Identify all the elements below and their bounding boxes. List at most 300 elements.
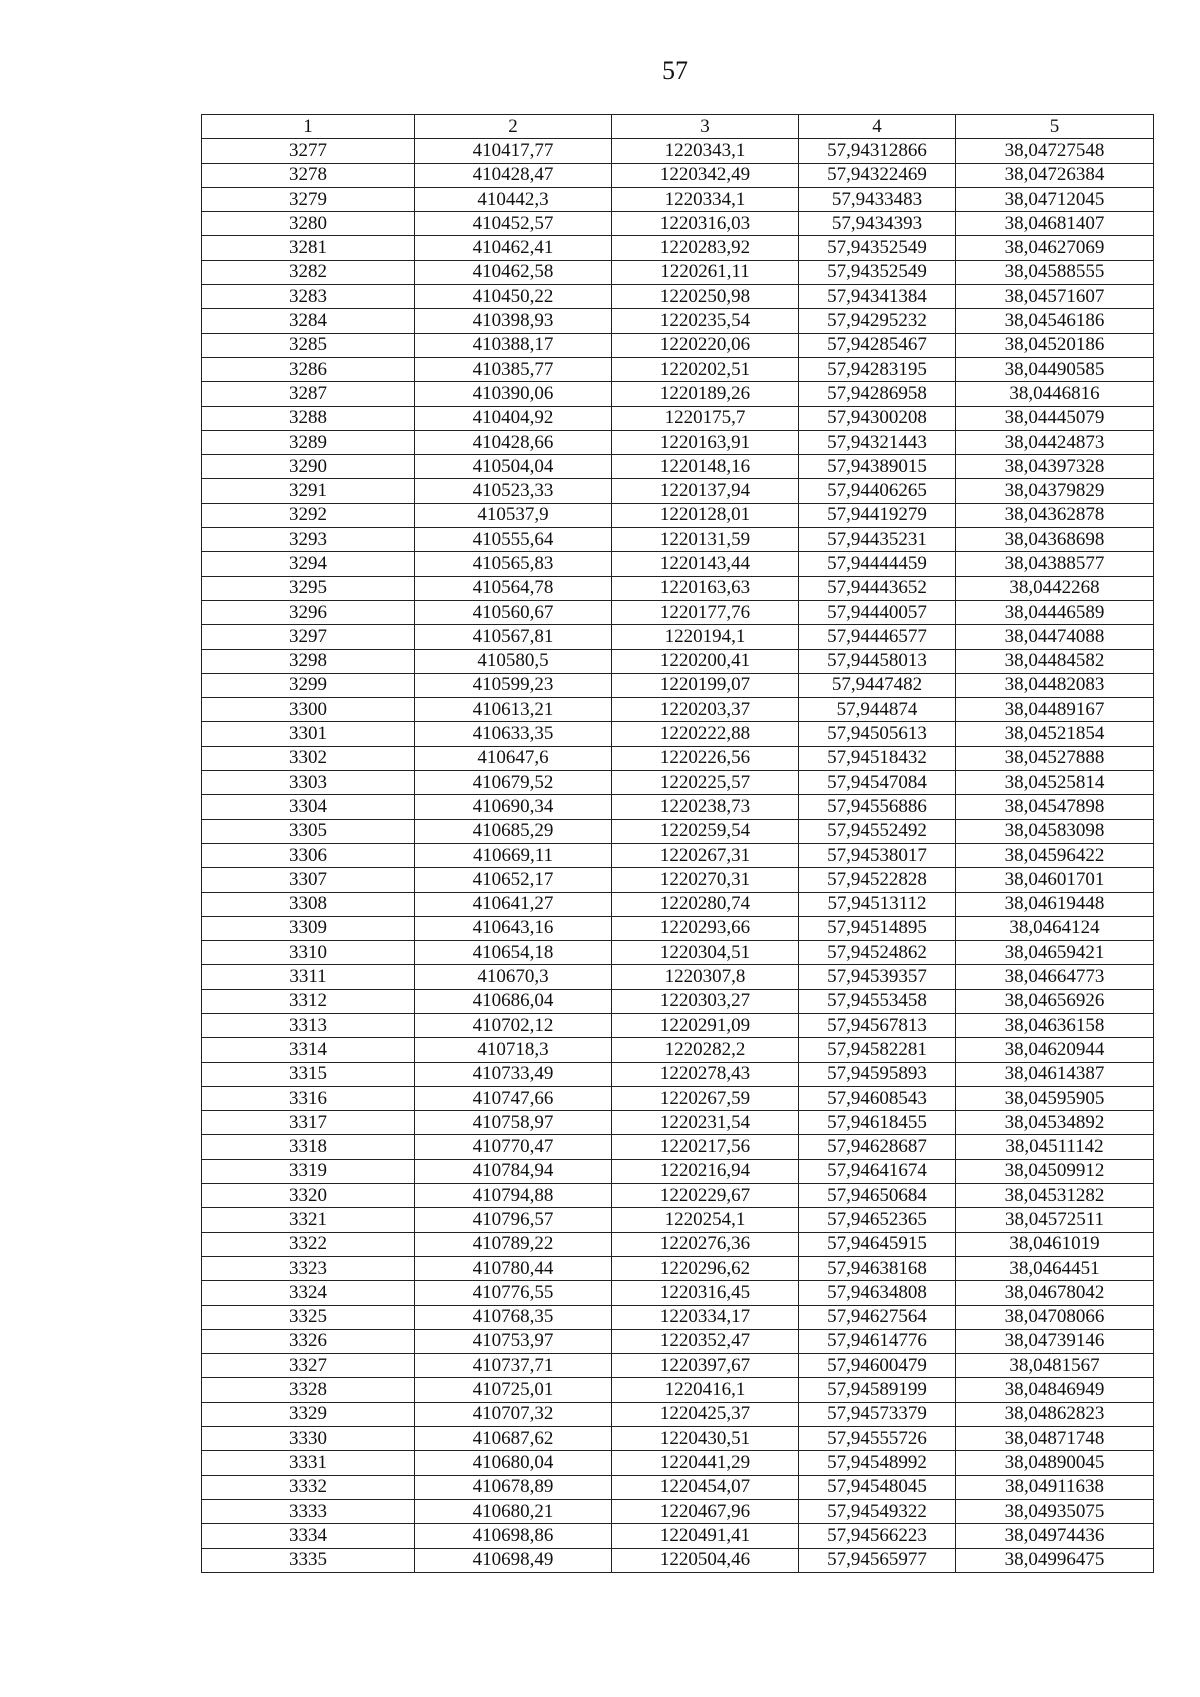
- table-cell: 38,04583098: [956, 819, 1154, 843]
- table-cell: 410428,66: [415, 430, 612, 454]
- table-cell: 38,04620944: [956, 1038, 1154, 1062]
- table-cell: 1220334,1: [612, 187, 799, 211]
- table-cell: 410758,97: [415, 1111, 612, 1135]
- table-cell: 3299: [202, 673, 415, 697]
- table-cell: 410725,01: [415, 1378, 612, 1402]
- table-cell: 38,04445079: [956, 406, 1154, 430]
- table-cell: 3279: [202, 187, 415, 211]
- table-cell: 38,04890045: [956, 1451, 1154, 1475]
- table-cell: 3304: [202, 795, 415, 819]
- table-row: [202, 187, 1154, 211]
- table-row: [202, 163, 1154, 187]
- table-cell: 57,94352549: [799, 236, 956, 260]
- table-cell: 57,94552492: [799, 819, 956, 843]
- column-header: 3: [612, 115, 799, 139]
- table-cell: 1220148,16: [612, 455, 799, 479]
- table-cell: 410680,04: [415, 1451, 612, 1475]
- table-cell: 410702,12: [415, 1013, 612, 1037]
- table-cell: 1220216,94: [612, 1159, 799, 1183]
- table-cell: 3298: [202, 649, 415, 673]
- table-cell: 3288: [202, 406, 415, 430]
- table-row: [202, 1548, 1154, 1572]
- table-cell: 3309: [202, 916, 415, 940]
- table-cell: 3317: [202, 1111, 415, 1135]
- table-cell: 38,04379829: [956, 479, 1154, 503]
- table-cell: 410685,29: [415, 819, 612, 843]
- table-cell: 1220163,91: [612, 430, 799, 454]
- table-cell: 3280: [202, 212, 415, 236]
- table-cell: 410385,77: [415, 357, 612, 381]
- table-cell: 410669,11: [415, 843, 612, 867]
- table-cell: 38,04996475: [956, 1548, 1154, 1572]
- table-cell: 38,0446816: [956, 382, 1154, 406]
- table-cell: 38,04627069: [956, 236, 1154, 260]
- table-cell: 57,94406265: [799, 479, 956, 503]
- table-cell: 57,94300208: [799, 406, 956, 430]
- table-row: [202, 382, 1154, 406]
- table-cell: 1220267,59: [612, 1086, 799, 1110]
- table-cell: 57,94458013: [799, 649, 956, 673]
- table-cell: 410678,89: [415, 1475, 612, 1499]
- table-cell: 38,04619448: [956, 892, 1154, 916]
- table-cell: 1220194,1: [612, 625, 799, 649]
- table-cell: 57,94446577: [799, 625, 956, 649]
- table-cell: 57,94555726: [799, 1427, 956, 1451]
- table-cell: 3295: [202, 576, 415, 600]
- table-cell: 410567,81: [415, 625, 612, 649]
- table-cell: 38,04511142: [956, 1135, 1154, 1159]
- table-cell: 1220235,54: [612, 309, 799, 333]
- table-cell: 410388,17: [415, 333, 612, 357]
- table-cell: 3334: [202, 1524, 415, 1548]
- table-cell: 410670,3: [415, 965, 612, 989]
- table-cell: 57,94638168: [799, 1256, 956, 1280]
- table-cell: 1220203,37: [612, 698, 799, 722]
- table-cell: 1220454,07: [612, 1475, 799, 1499]
- table-cell: 410523,33: [415, 479, 612, 503]
- table-cell: 3297: [202, 625, 415, 649]
- table-cell: 38,04726384: [956, 163, 1154, 187]
- table-cell: 1220250,98: [612, 285, 799, 309]
- table-cell: 38,04656926: [956, 989, 1154, 1013]
- table-cell: 1220342,49: [612, 163, 799, 187]
- table-cell: 38,04614387: [956, 1062, 1154, 1086]
- table-cell: 57,94548045: [799, 1475, 956, 1499]
- table-row: [202, 357, 1154, 381]
- table-cell: 1220282,2: [612, 1038, 799, 1062]
- table-cell: 3296: [202, 600, 415, 624]
- table-row: [202, 1038, 1154, 1062]
- table-cell: 38,04424873: [956, 430, 1154, 454]
- table-cell: 410770,47: [415, 1135, 612, 1159]
- table-cell: 57,94419279: [799, 503, 956, 527]
- table-cell: 38,04727548: [956, 139, 1154, 163]
- table-cell: 3284: [202, 309, 415, 333]
- table-cell: 410641,27: [415, 892, 612, 916]
- table-cell: 57,94514895: [799, 916, 956, 940]
- table-cell: 57,94652365: [799, 1208, 956, 1232]
- table-row: [202, 892, 1154, 916]
- table-row: [202, 1111, 1154, 1135]
- table-cell: 3287: [202, 382, 415, 406]
- table-cell: 57,94650684: [799, 1184, 956, 1208]
- table-cell: 410633,35: [415, 722, 612, 746]
- table-row: [202, 771, 1154, 795]
- table-cell: 57,94645915: [799, 1232, 956, 1256]
- table-row: [202, 1402, 1154, 1426]
- table-cell: 38,04484582: [956, 649, 1154, 673]
- table-row: [202, 698, 1154, 722]
- table-row: [202, 941, 1154, 965]
- table-cell: 1220307,8: [612, 965, 799, 989]
- table-row: [202, 1159, 1154, 1183]
- table-cell: 57,94341384: [799, 285, 956, 309]
- table-cell: 1220293,66: [612, 916, 799, 940]
- table-row: [202, 139, 1154, 163]
- table-cell: 410404,92: [415, 406, 612, 430]
- table-cell: 38,0464124: [956, 916, 1154, 940]
- table-cell: 57,94573379: [799, 1402, 956, 1426]
- table-cell: 1220267,31: [612, 843, 799, 867]
- table-cell: 38,04739146: [956, 1329, 1154, 1353]
- table-row: [202, 965, 1154, 989]
- table-row: [202, 1378, 1154, 1402]
- table-cell: 3328: [202, 1378, 415, 1402]
- table-cell: 57,94553458: [799, 989, 956, 1013]
- table-cell: 410687,62: [415, 1427, 612, 1451]
- table-cell: 410680,21: [415, 1499, 612, 1523]
- table-cell: 57,94595893: [799, 1062, 956, 1086]
- table-cell: 3326: [202, 1329, 415, 1353]
- table-row: [202, 1354, 1154, 1378]
- table-cell: 57,94312866: [799, 139, 956, 163]
- table-cell: 38,04862823: [956, 1402, 1154, 1426]
- table-row: [202, 236, 1154, 260]
- table-cell: 410565,83: [415, 552, 612, 576]
- table-row: [202, 1135, 1154, 1159]
- table-cell: 38,04520186: [956, 333, 1154, 357]
- table-cell: 3292: [202, 503, 415, 527]
- table-cell: 410679,52: [415, 771, 612, 795]
- table-cell: 3327: [202, 1354, 415, 1378]
- table-cell: 1220278,43: [612, 1062, 799, 1086]
- table-cell: 57,94549322: [799, 1499, 956, 1523]
- table-row: [202, 430, 1154, 454]
- table-cell: 410564,78: [415, 576, 612, 600]
- table-cell: 3314: [202, 1038, 415, 1062]
- table-row: [202, 795, 1154, 819]
- table-cell: 3310: [202, 941, 415, 965]
- table-cell: 3303: [202, 771, 415, 795]
- table-cell: 38,04509912: [956, 1159, 1154, 1183]
- table-row: [202, 673, 1154, 697]
- table-cell: 3315: [202, 1062, 415, 1086]
- table-cell: 3330: [202, 1427, 415, 1451]
- table-cell: 1220128,01: [612, 503, 799, 527]
- table-cell: 57,94522828: [799, 868, 956, 892]
- table-cell: 1220397,67: [612, 1354, 799, 1378]
- table-row: [202, 1427, 1154, 1451]
- table-cell: 57,94444459: [799, 552, 956, 576]
- table-cell: 410686,04: [415, 989, 612, 1013]
- table-cell: 3291: [202, 479, 415, 503]
- table-cell: 1220283,92: [612, 236, 799, 260]
- table-cell: 3321: [202, 1208, 415, 1232]
- table-cell: 3319: [202, 1159, 415, 1183]
- table-cell: 38,04664773: [956, 965, 1154, 989]
- table-cell: 1220199,07: [612, 673, 799, 697]
- table-cell: 410747,66: [415, 1086, 612, 1110]
- table-cell: 1220177,76: [612, 600, 799, 624]
- table-cell: 38,04601701: [956, 868, 1154, 892]
- table-cell: 3318: [202, 1135, 415, 1159]
- table-row: [202, 722, 1154, 746]
- table-cell: 3313: [202, 1013, 415, 1037]
- table-cell: 1220425,37: [612, 1402, 799, 1426]
- table-cell: 38,04911638: [956, 1475, 1154, 1499]
- table-cell: 3294: [202, 552, 415, 576]
- table-cell: 57,94389015: [799, 455, 956, 479]
- table-cell: 57,94505613: [799, 722, 956, 746]
- table-row: [202, 868, 1154, 892]
- table-cell: 38,04531282: [956, 1184, 1154, 1208]
- table-cell: 3306: [202, 843, 415, 867]
- table-cell: 1220303,27: [612, 989, 799, 1013]
- table-cell: 410417,77: [415, 139, 612, 163]
- table-cell: 3301: [202, 722, 415, 746]
- table-cell: 3312: [202, 989, 415, 1013]
- table-cell: 38,04362878: [956, 503, 1154, 527]
- table-cell: 410462,58: [415, 260, 612, 284]
- table-row: [202, 1086, 1154, 1110]
- table-cell: 38,04546186: [956, 309, 1154, 333]
- table-cell: 1220189,26: [612, 382, 799, 406]
- table-cell: 38,0461019: [956, 1232, 1154, 1256]
- table-cell: 1220504,46: [612, 1548, 799, 1572]
- table-cell: 1220491,41: [612, 1524, 799, 1548]
- table-cell: 3289: [202, 430, 415, 454]
- table-cell: 57,94352549: [799, 260, 956, 284]
- table-cell: 1220217,56: [612, 1135, 799, 1159]
- table-cell: 410450,22: [415, 285, 612, 309]
- table-cell: 57,94513112: [799, 892, 956, 916]
- table-cell: 1220416,1: [612, 1378, 799, 1402]
- table-cell: 38,04846949: [956, 1378, 1154, 1402]
- table-cell: 38,04871748: [956, 1427, 1154, 1451]
- table-row: [202, 1475, 1154, 1499]
- column-header: 4: [799, 115, 956, 139]
- table-cell: 1220316,45: [612, 1281, 799, 1305]
- table-cell: 1220231,54: [612, 1111, 799, 1135]
- table-cell: 410504,04: [415, 455, 612, 479]
- table-row: [202, 309, 1154, 333]
- table-row: [202, 1305, 1154, 1329]
- table-cell: 38,04596422: [956, 843, 1154, 867]
- table-cell: 1220343,1: [612, 139, 799, 163]
- table-cell: 1220238,73: [612, 795, 799, 819]
- table-row: [202, 1184, 1154, 1208]
- table-cell: 57,94538017: [799, 843, 956, 867]
- table-cell: 57,94565977: [799, 1548, 956, 1572]
- table-row: [202, 260, 1154, 284]
- table-cell: 38,04708066: [956, 1305, 1154, 1329]
- table-cell: 410718,3: [415, 1038, 612, 1062]
- table-cell: 57,94321443: [799, 430, 956, 454]
- table-cell: 57,94295232: [799, 309, 956, 333]
- table-cell: 3333: [202, 1499, 415, 1523]
- table-row: [202, 576, 1154, 600]
- table-cell: 57,94628687: [799, 1135, 956, 1159]
- table-cell: 1220276,36: [612, 1232, 799, 1256]
- column-header: 5: [956, 115, 1154, 139]
- table-cell: 1220441,29: [612, 1451, 799, 1475]
- table-row: [202, 503, 1154, 527]
- table-cell: 57,94556886: [799, 795, 956, 819]
- table-cell: 38,04681407: [956, 212, 1154, 236]
- table-cell: 57,94641674: [799, 1159, 956, 1183]
- table-row: [202, 819, 1154, 843]
- table-cell: 1220175,7: [612, 406, 799, 430]
- table-row: [202, 916, 1154, 940]
- table-cell: 57,9434393: [799, 212, 956, 236]
- table-cell: 410560,67: [415, 600, 612, 624]
- table-cell: 410599,23: [415, 673, 612, 697]
- table-row: [202, 479, 1154, 503]
- table-cell: 3323: [202, 1256, 415, 1280]
- table-body: [202, 139, 1154, 1573]
- table-cell: 3311: [202, 965, 415, 989]
- table-cell: 3300: [202, 698, 415, 722]
- table-cell: 57,94443652: [799, 576, 956, 600]
- table-cell: 3277: [202, 139, 415, 163]
- table-row: [202, 1062, 1154, 1086]
- table-cell: 410789,22: [415, 1232, 612, 1256]
- table-cell: 1220254,1: [612, 1208, 799, 1232]
- table-row: [202, 843, 1154, 867]
- table-row: [202, 1256, 1154, 1280]
- table-cell: 3320: [202, 1184, 415, 1208]
- table-cell: 38,04636158: [956, 1013, 1154, 1037]
- table-cell: 3307: [202, 868, 415, 892]
- table-cell: 1220304,51: [612, 941, 799, 965]
- table-cell: 410690,34: [415, 795, 612, 819]
- table-cell: 38,04490585: [956, 357, 1154, 381]
- table-cell: 1220220,06: [612, 333, 799, 357]
- table-cell: 1220467,96: [612, 1499, 799, 1523]
- table-cell: 38,04388577: [956, 552, 1154, 576]
- table-row: [202, 212, 1154, 236]
- table-cell: 1220200,41: [612, 649, 799, 673]
- table-row: [202, 455, 1154, 479]
- table-cell: 57,94627564: [799, 1305, 956, 1329]
- table-cell: 3335: [202, 1548, 415, 1572]
- table-cell: 38,04571607: [956, 285, 1154, 309]
- table-cell: 1220226,56: [612, 746, 799, 770]
- table-cell: 57,94608543: [799, 1086, 956, 1110]
- table-row: [202, 600, 1154, 624]
- coordinates-table-container: [201, 114, 1154, 1573]
- table-cell: 1220131,59: [612, 528, 799, 552]
- table-cell: 38,04935075: [956, 1499, 1154, 1523]
- table-cell: 57,94286958: [799, 382, 956, 406]
- table-cell: 3286: [202, 357, 415, 381]
- table-row: [202, 746, 1154, 770]
- table-row: [202, 1281, 1154, 1305]
- table-cell: 1220334,17: [612, 1305, 799, 1329]
- table-cell: 38,04368698: [956, 528, 1154, 552]
- table-cell: 38,04572511: [956, 1208, 1154, 1232]
- table-cell: 38,04659421: [956, 941, 1154, 965]
- table-cell: 3302: [202, 746, 415, 770]
- table-row: [202, 1013, 1154, 1037]
- table-cell: 410737,71: [415, 1354, 612, 1378]
- table-cell: 1220270,31: [612, 868, 799, 892]
- table-row: [202, 552, 1154, 576]
- table-cell: 38,04482083: [956, 673, 1154, 697]
- table-cell: 38,04521854: [956, 722, 1154, 746]
- table-row: [202, 1524, 1154, 1548]
- table-cell: 410390,06: [415, 382, 612, 406]
- table-row: [202, 1451, 1154, 1475]
- table-cell: 57,94614776: [799, 1329, 956, 1353]
- table-row: [202, 1499, 1154, 1523]
- table-cell: 410580,5: [415, 649, 612, 673]
- table-cell: 3293: [202, 528, 415, 552]
- table-cell: 410398,93: [415, 309, 612, 333]
- table-cell: 57,94435231: [799, 528, 956, 552]
- table-row: [202, 285, 1154, 309]
- table-cell: 3332: [202, 1475, 415, 1499]
- table-cell: 410733,49: [415, 1062, 612, 1086]
- table-cell: 1220137,94: [612, 479, 799, 503]
- table-cell: 3329: [202, 1402, 415, 1426]
- table-cell: 38,04527888: [956, 746, 1154, 770]
- table-cell: 3290: [202, 455, 415, 479]
- table-cell: 3283: [202, 285, 415, 309]
- table-cell: 3281: [202, 236, 415, 260]
- table-cell: 57,944874: [799, 698, 956, 722]
- table-cell: 3282: [202, 260, 415, 284]
- table-cell: 57,94618455: [799, 1111, 956, 1135]
- table-cell: 38,04547898: [956, 795, 1154, 819]
- table-cell: 1220280,74: [612, 892, 799, 916]
- table-cell: 1220225,57: [612, 771, 799, 795]
- table-cell: 410462,41: [415, 236, 612, 260]
- table-cell: 38,0442268: [956, 576, 1154, 600]
- table-cell: 1220163,63: [612, 576, 799, 600]
- table-cell: 57,94582281: [799, 1038, 956, 1062]
- table-cell: 410555,64: [415, 528, 612, 552]
- table-cell: 3305: [202, 819, 415, 843]
- table-cell: 410643,16: [415, 916, 612, 940]
- coordinates-table: [201, 114, 1154, 1573]
- table-cell: 1220222,88: [612, 722, 799, 746]
- table-cell: 38,04974436: [956, 1524, 1154, 1548]
- table-cell: 410442,3: [415, 187, 612, 211]
- table-cell: 410452,57: [415, 212, 612, 236]
- table-cell: 57,94547084: [799, 771, 956, 795]
- table-cell: 38,04678042: [956, 1281, 1154, 1305]
- table-row: [202, 1208, 1154, 1232]
- table-cell: 57,94600479: [799, 1354, 956, 1378]
- table-cell: 38,04474088: [956, 625, 1154, 649]
- table-cell: 1220229,67: [612, 1184, 799, 1208]
- table-cell: 3278: [202, 163, 415, 187]
- table-cell: 57,9447482: [799, 673, 956, 697]
- table-cell: 38,04588555: [956, 260, 1154, 284]
- table-row: [202, 1232, 1154, 1256]
- table-cell: 38,04712045: [956, 187, 1154, 211]
